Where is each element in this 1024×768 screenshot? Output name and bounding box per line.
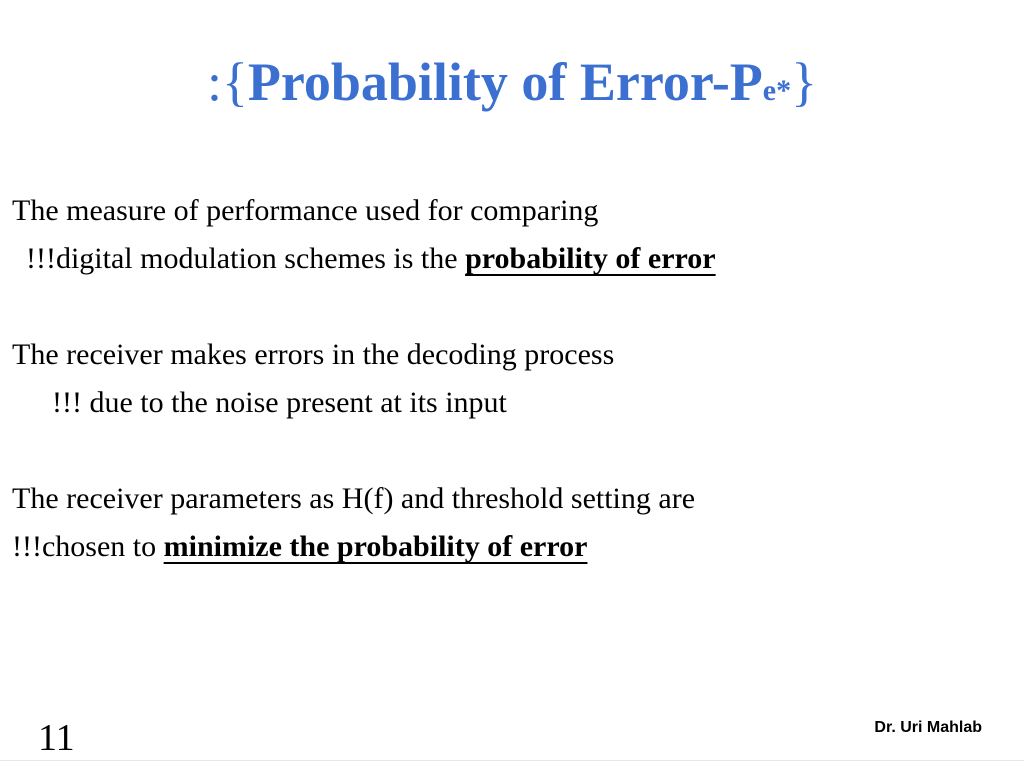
title-suffix: }	[791, 52, 818, 112]
bottom-divider	[0, 760, 1024, 761]
title-prefix: :{	[206, 52, 248, 112]
author-footer: Dr. Uri Mahlab	[874, 719, 982, 736]
slide-title	[0, 42, 1024, 131]
paragraph-2-line-1: The receiver makes errors in the decoding process	[12, 338, 615, 371]
probability-of-error-emphasis: probability of error	[465, 242, 716, 275]
paragraph-3-line-1: The receiver parameters as H(f) and threshold setting are	[12, 482, 696, 515]
paragraph-1-line-2-text: !!!digital modulation schemes is the	[26, 242, 466, 275]
paragraph-1-line-1: The measure of performance used for comparing	[12, 194, 599, 227]
paragraph-1-line-2	[26, 241, 716, 277]
minimize-probability-emphasis: minimize the probability of error	[163, 530, 588, 563]
paragraph-3-line-2-text: !!!chosen to	[12, 530, 164, 563]
paragraph-2-line-2: !!! due to the noise present at its input	[52, 386, 507, 419]
page-number: 11	[38, 717, 75, 759]
paragraph-3-line-2	[12, 529, 587, 565]
title-main: Probability of Error-P	[247, 52, 763, 112]
title-subscript: e*	[762, 74, 792, 107]
